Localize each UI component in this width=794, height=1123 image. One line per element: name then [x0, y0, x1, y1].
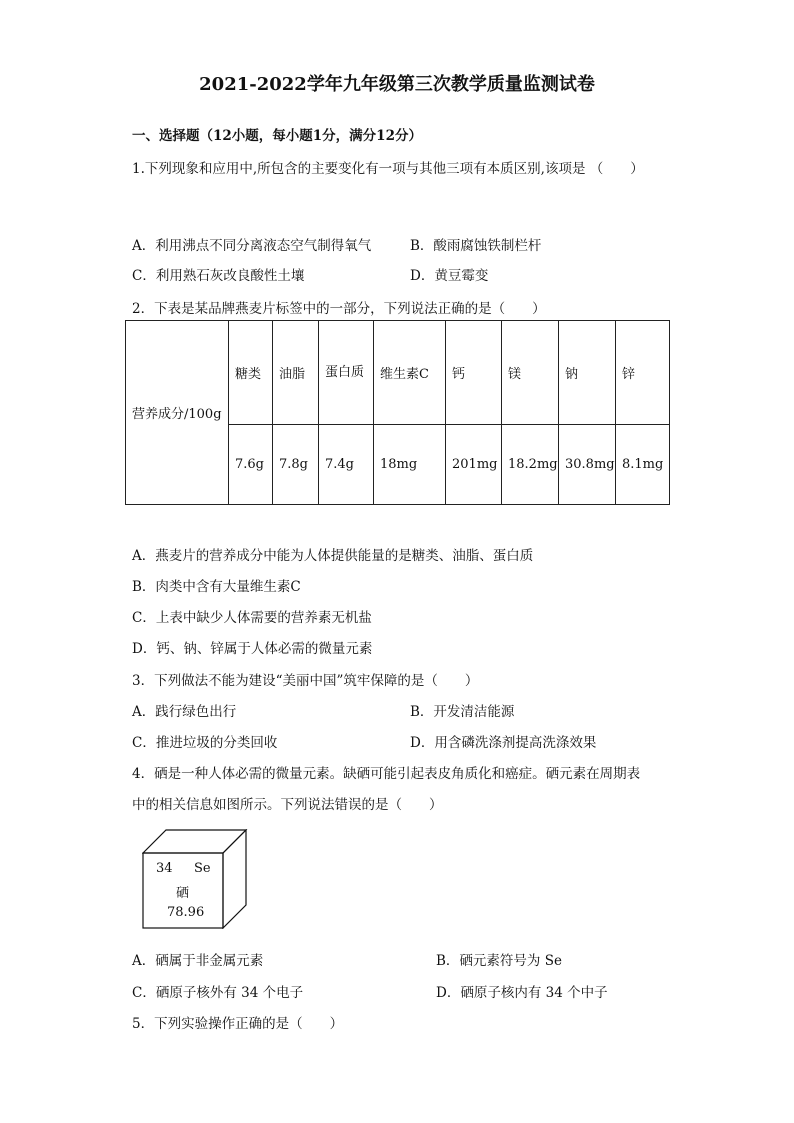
table-cell: 201mg: [446, 425, 502, 505]
table-header-cell: 油脂: [273, 321, 319, 425]
question-1-option-c: C．利用熟石灰改良酸性土壤: [132, 268, 305, 284]
table-header-cell: 镁: [502, 321, 559, 425]
question-5-stem: 5．下列实验操作正确的是（ ）: [132, 1016, 344, 1032]
question-4-option-a: A．硒属于非金属元素: [132, 953, 264, 969]
table-cell: 7.4g: [319, 425, 374, 505]
question-2-option-d: D．钙、钠、锌属于人体必需的微量元素: [132, 641, 373, 657]
question-4-stem-line2: 中的相关信息如图所示。下列说法错误的是（ ）: [132, 797, 443, 813]
question-4-option-d: D．硒原子核内有 34 个中子: [436, 985, 608, 1001]
question-2-option-c: C．上表中缺少人体需要的营养素无机盐: [132, 610, 372, 626]
question-3-option-a: A．践行绿色出行: [132, 704, 237, 720]
element-symbol: Se: [194, 861, 211, 876]
exam-title: 2021-2022学年九年级第三次教学质量监测试卷: [199, 74, 595, 95]
question-3-option-d: D．用含磷洗涤剂提高洗涤效果: [410, 735, 597, 751]
question-3-option-c: C．推进垃圾的分类回收: [132, 735, 278, 751]
element-name: 硒: [176, 886, 190, 901]
section-heading: 一、选择题（12小题，每小题1分，满分12分）: [132, 128, 422, 144]
question-1-option-a: A．利用沸点不同分离液态空气制得氧气: [132, 238, 372, 254]
nutrition-table: [125, 320, 670, 505]
element-atomic-number: 34: [156, 861, 173, 876]
table-header-cell: 钠: [559, 321, 616, 425]
question-3-stem: 3．下列做法不能为建设“美丽中国”筑牢保障的是（ ）: [132, 673, 479, 689]
table-header-cell: 蛋白质: [319, 321, 374, 425]
table-cell: 30.8mg: [559, 425, 616, 505]
table-header-cell: 维生素C: [374, 321, 446, 425]
table-header-cell: 锌: [616, 321, 670, 425]
element-atomic-mass: 78.96: [167, 905, 205, 920]
question-4-option-b: B．硒元素符号为 Se: [436, 953, 562, 969]
question-2-option-b: B．肉类中含有大量维生素C: [132, 579, 301, 595]
table-row-header: 营养成分/100g: [126, 321, 229, 505]
table-header-cell: 钙: [446, 321, 502, 425]
table-cell: 7.6g: [229, 425, 273, 505]
question-4-option-c: C．硒原子核外有 34 个电子: [132, 985, 304, 1001]
table-row: [126, 321, 670, 425]
question-1-stem: 1.下列现象和应用中,所包含的主要变化有一项与其他三项有本质区别,该项是 （ ）: [132, 161, 644, 177]
table-cell: 8.1mg: [616, 425, 670, 505]
question-4-stem-line1: 4．硒是一种人体必需的微量元素。缺硒可能引起表皮角质化和癌症。硒元素在周期表: [132, 766, 641, 782]
question-2-stem: 2．下表是某品牌燕麦片标签中的一部分，下列说法正确的是（ ）: [132, 301, 546, 317]
table-cell: 18.2mg: [502, 425, 559, 505]
table-cell: 18mg: [374, 425, 446, 505]
table-header-cell: 糖类: [229, 321, 273, 425]
question-1-option-b: B．酸雨腐蚀铁制栏杆: [410, 238, 542, 254]
question-1-option-d: D．黄豆霉变: [410, 268, 489, 284]
question-3-option-b: B．开发清洁能源: [410, 704, 515, 720]
question-2-option-a: A．燕麦片的营养成分中能为人体提供能量的是糖类、油脂、蛋白质: [132, 548, 534, 564]
table-cell: 7.8g: [273, 425, 319, 505]
periodic-element-cube: [142, 829, 248, 929]
